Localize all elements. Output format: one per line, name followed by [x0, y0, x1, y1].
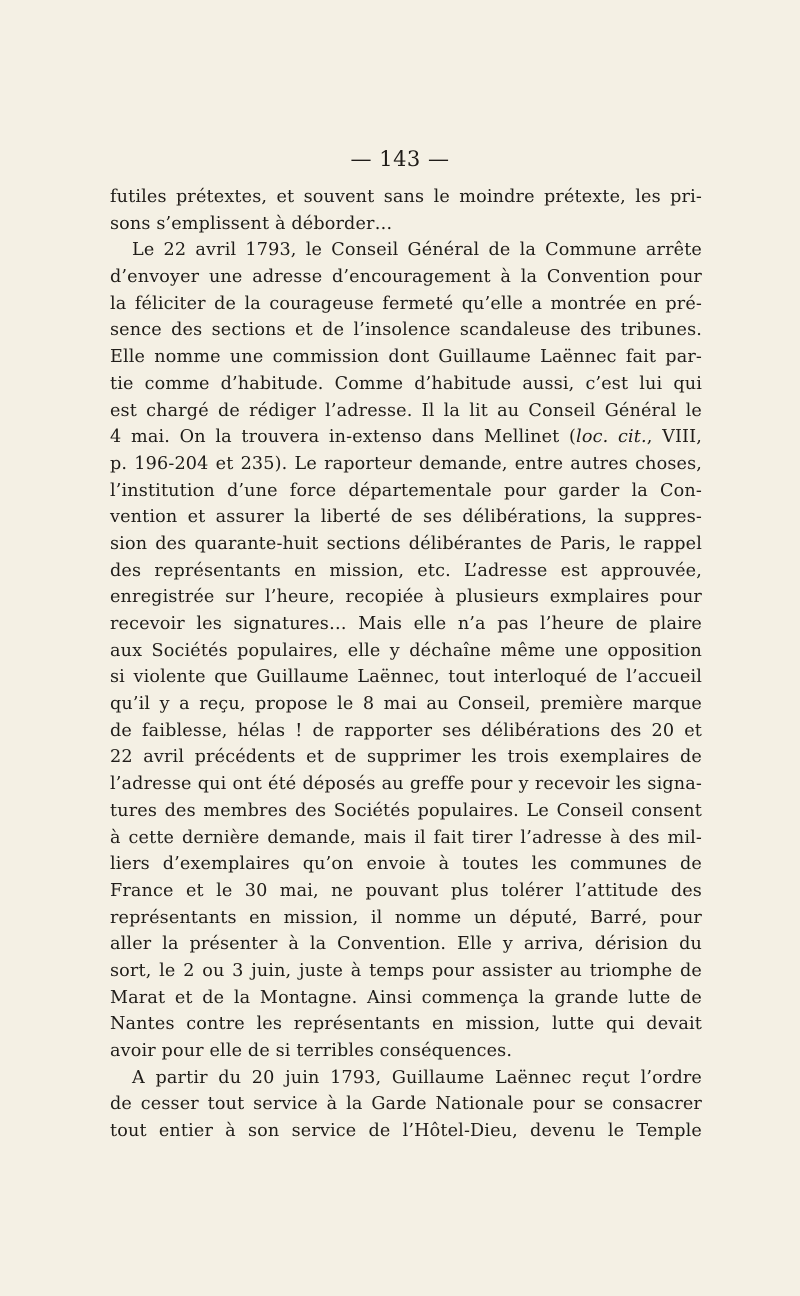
text-line: la féliciter de la courageuse fermeté qu’elle a montrée en pré- [110, 293, 702, 314]
text-line: aux Sociétés populaires, elle y déchaîne même une opposition [110, 640, 702, 661]
text-line: est chargé de rédiger l’adresse. Il la lit au Conseil Général le [110, 400, 702, 421]
text-line: d’envoyer une adresse d’encouragement à la Convention pour [110, 267, 702, 288]
text-line: l’institution d’une force départementale pour garder la Con- [110, 480, 702, 501]
text-line: sons s’emplissent à déborder… [110, 213, 393, 234]
text-line: l’adresse qui ont été déposés au greffe pour y recevoir les signa- [110, 774, 702, 795]
text-line: recevoir les signatures… Mais elle n’a pas l’heure de plaire [110, 614, 702, 634]
text-line: représentants en mission, il nomme un député, Barré, pour [110, 907, 702, 928]
body-text [110, 184, 702, 1145]
text-line: sion des quarante-huit sections délibérantes de Paris, le rappel [110, 533, 702, 554]
text-line: enregistrée sur l’heure, recopiée à plusieurs exmplaires pour [110, 587, 702, 608]
text-line: de faiblesse, hélas ! de rapporter ses délibérations des 20 et [110, 720, 702, 741]
text-line: 4 mai. On la trouvera in-extenso dans Mellinet (loc. cit., VIII, [110, 427, 702, 448]
text-line: p. 196-204 et 235). Le raporteur demande, entre autres choses, [110, 453, 702, 474]
text-line: France et le 30 mai, ne pouvant plus tolérer l’attitude des [110, 880, 702, 901]
text-line: tout entier à son service de l’Hôtel-Dieu, devenu le Temple [110, 1121, 702, 1142]
text-line: futiles prétextes, et souvent sans le moindre prétexte, les pri- [110, 187, 702, 207]
text-line: qu’il y a reçu, propose le 8 mai au Conseil, première marque [110, 694, 702, 715]
text-line: tures des membres des Sociétés populaires. Le Conseil consent [110, 800, 702, 821]
text-line: si violente que Guillaume Laënnec, tout interloqué de l’accueil [110, 667, 702, 688]
text-line: Nantes contre les représentants en mission, lutte qui devait [110, 1014, 702, 1035]
citation-abbrev: loc. cit. [576, 427, 647, 448]
text-line: avoir pour elle de si terribles conséquences. [110, 1041, 513, 1061]
text-line: à cette dernière demande, mais il fait tirer l’adresse à des mil- [110, 827, 702, 848]
text-line: des représentants en mission, etc. L’adresse est approuvée, [110, 560, 702, 581]
text-line: Marat et de la Montagne. Ainsi commença la grande lutte de [110, 987, 702, 1008]
text-line: Le 22 avril 1793, le Conseil Général de la Commune arrête [132, 240, 702, 261]
text-line: sence des sections et de l’insolence scandaleuse des tribunes. [110, 320, 702, 341]
text-line: tie comme d’habitude. Comme d’habitude aussi, c’est lui qui [110, 373, 702, 394]
text-line: vention et assurer la liberté de ses délibérations, la suppres- [110, 507, 702, 528]
text-line: sort, le 2 ou 3 juin, juste à temps pour assister au triomphe de [110, 960, 702, 981]
text-line: 22 avril précédents et de supprimer les trois exemplaires de [110, 747, 702, 768]
text-line: A partir du 20 juin 1793, Guillaume Laënnec reçut l’ordre [132, 1067, 702, 1088]
page-number: — 143 — [350, 147, 450, 171]
text-line: liers d’exemplaires qu’on envoie à toutes les communes de [110, 854, 702, 875]
text-line: aller la présenter à la Convention. Elle y arriva, dérision du [110, 934, 702, 955]
text-line: de cesser tout service à la Garde Nationale pour se consacrer [110, 1094, 702, 1115]
text-line: Elle nomme une commission dont Guillaume Laënnec fait par- [110, 347, 702, 368]
